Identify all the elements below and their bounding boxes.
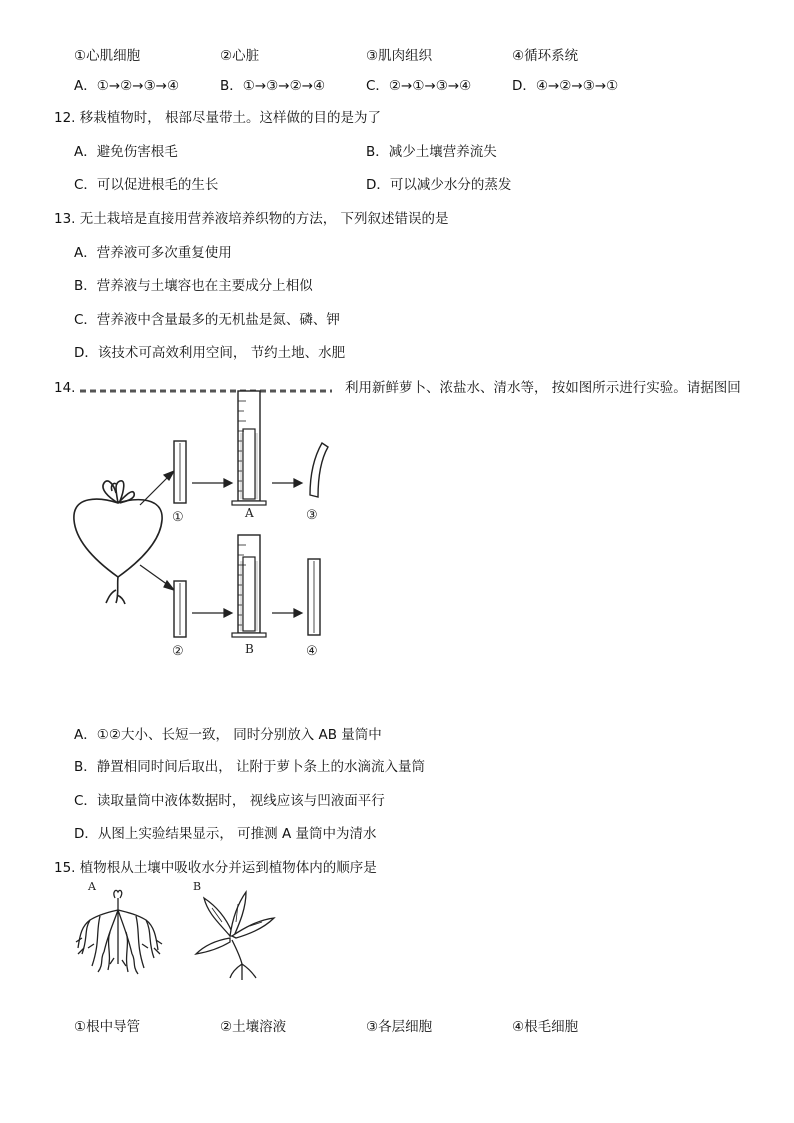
q13-option-c[interactable]: C．营养液中含量最多的无机盐是氮、磷、钾 <box>74 312 340 328</box>
label-strip-4: ④ <box>306 644 318 659</box>
q12-options-row-1 <box>74 143 497 161</box>
radish-drawing <box>74 481 162 604</box>
label-root-b: B <box>193 880 202 893</box>
label-strip-2: ② <box>172 644 184 659</box>
q12-stem: 12. 移栽植物时， 根部尽量带土。这样做的目的是为了 <box>54 110 382 126</box>
q11-option-a[interactable]: A．①→②→③→④ <box>74 78 180 94</box>
plant-b <box>196 892 274 980</box>
label-strip-3: ③ <box>306 508 318 523</box>
q11-item-1: ①心肌细胞 <box>74 48 141 64</box>
label-strip-1: ① <box>172 510 184 525</box>
measuring-cylinder-a <box>232 391 266 505</box>
q11-options-row <box>74 77 618 95</box>
q11-option-b[interactable]: B．①→③→②→④ <box>220 78 326 94</box>
radish-strip-3 <box>310 443 328 497</box>
q11-option-c[interactable]: C．②→①→③→④ <box>366 78 472 94</box>
q12-option-c[interactable]: C．可以促进根毛的生长 <box>74 177 219 193</box>
q14-option-c[interactable]: C．读取量筒中液体数据时， 视线应该与凹液面平行 <box>74 793 385 809</box>
root-system-a <box>76 890 162 974</box>
q11-item-4: ④循环系统 <box>512 48 579 64</box>
q13-option-a[interactable]: A．营养液可多次重复使用 <box>74 245 232 261</box>
label-cylinder-b: B <box>245 642 254 656</box>
q14-option-d[interactable]: D．从图上实验结果显示， 可推测 A 量筒中为清水 <box>74 826 377 842</box>
root-figures <box>70 878 300 982</box>
q11-item-3: ③肌肉组织 <box>366 48 433 64</box>
q13-option-d[interactable]: D．该技术可高效利用空间， 节约土地、水肥 <box>74 345 346 361</box>
radish-experiment-figure <box>70 385 360 665</box>
q15-items-row <box>74 1018 578 1036</box>
q15-stem: 15. 植物根从土壤中吸收水分并运到植物体内的顺序是 <box>54 860 377 876</box>
q11-item-2: ②心脏 <box>220 48 260 64</box>
label-cylinder-a: A <box>245 506 254 520</box>
q11-items-row <box>74 47 578 65</box>
measuring-cylinder-b <box>232 535 266 637</box>
q13-option-b[interactable]: B．营养液与土壤容也在主要成分上相似 <box>74 278 313 294</box>
q14-option-a[interactable]: A．①②大小、长短一致， 同时分别放入 AB 量筒中 <box>74 727 382 743</box>
q14-number: 14. <box>54 380 76 396</box>
q14-option-b[interactable]: B．静置相同时间后取出， 让附于萝卜条上的水滴流入量筒 <box>74 759 426 775</box>
q12-options-row-2 <box>74 176 511 194</box>
q15-item-2: ②土壤溶液 <box>220 1019 287 1035</box>
q14-stem: 利用新鲜萝卜、浓盐水、清水等， 按如图所示进行实验。请据图回 <box>345 380 741 396</box>
q13-stem: 13. 无土栽培是直接用营养液培养织物的方法， 下列叙述错误的是 <box>54 211 449 227</box>
q15-item-3: ③各层细胞 <box>366 1019 433 1035</box>
q12-option-a[interactable]: A．避免伤害根毛 <box>74 144 178 160</box>
q15-item-1: ①根中导管 <box>74 1019 141 1035</box>
q11-option-d[interactable]: D．④→②→③→① <box>512 78 619 94</box>
label-root-a: A <box>88 880 96 893</box>
q15-item-4: ④根毛细胞 <box>512 1019 579 1035</box>
q12-option-b[interactable]: B．减少土壤营养流失 <box>366 144 497 160</box>
q12-option-d[interactable]: D．可以减少水分的蒸发 <box>366 177 512 193</box>
